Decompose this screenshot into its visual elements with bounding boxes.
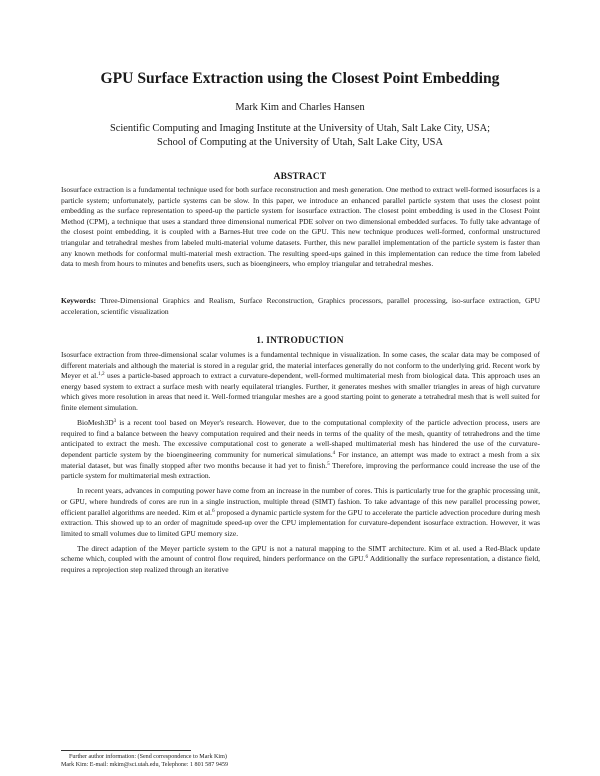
footnotes (61, 753, 540, 770)
citation-sup[interactable]: 1,2 (98, 371, 105, 378)
intro-paragraph-3: In recent years, advances in computing power have come from an increase in the number of cores. This is particularly true for the graphic processing unit, or GPU, where hundreds of cores are run in a single instruction, multiple thread (SIMT) fashion. To take advantage of this new parallel processing power, efficient parallel algorithms are needed. Kim et al.$^6$ proposed a dynamic particle system for the GPU to accelerate the particle advection procedure during mesh extraction. This showed up to an order of magnitude speed-up over the CPU implementation for curvature-dependent isosurface extraction. However, it was limited to small volumes due to limited GPU memory size. (61, 486, 540, 538)
introduction-heading: 1. INTRODUCTION (256, 336, 344, 346)
keywords (61, 296, 540, 317)
keywords-label: Keywords: (61, 296, 96, 305)
author-names: Mark Kim and Charles Hansen (235, 102, 365, 113)
affiliations (40, 122, 560, 149)
citation-sup[interactable]: 6 (365, 554, 369, 561)
footnote-line-1: Further author information: (Send correspondence to Mark Kim) (69, 754, 227, 760)
citation-sup[interactable]: 3 (113, 418, 117, 425)
intro-paragraph-1: Isosurface extraction from three-dimensional scalar volumes is a fundamental technique in visualization. In some cases, the scalar data may be composed of different materials and although the material is stored in a regular grid, the material interfaces generally do not conform to the underlying grid. Recent work by Meyer et al.$^{1,2}$ uses a particle-based approach to extract a curvature-dependent, well-formed multimaterial mesh from biological data. This approach uses an energy based system to extract a surface mesh with nearly equilateral triangles. Further, it generates meshes with smaller triangles in areas of high curvature which gives more resolution in areas that need it. Well-formed triangular meshes are a good starting point to generate a tetrahedral mesh that is well suited for finite element simulation. (61, 350, 540, 412)
affiliation-line-2: School of Computing at the University of Utah, Salt Lake City, USA (157, 136, 443, 148)
intro-paragraph-2: $BioMesh3D^3$ is a recent tool based on Meyer's research. However, due to the computational complexity of the particle advection process, users are required to find a balance between the heavy computation required and their needs in terms of the quality of the mesh, quantity of tetrahedrons and the time anticipated to extract the mesh. The excessive computational cost to generate a well-shaped multimaterial mesh has hindered the use of the curvature-dependent particle system by the bioengineering community for numerical simulations.$^4$ For instance, an attempt was made to extract a mesh from a six material dataset, but was finally stopped after two months because it had yet to finish.$^5$ Therefore, improving the performance could increase the use of the particle system for multimaterial mesh extraction. (61, 418, 540, 481)
footnote-line-2: Mark Kim: E-mail: mkim@sci.utah.edu, Telephone: 1 801 587 9459 (61, 762, 229, 769)
keywords-text: Three-Dimensional Graphics and Realism, Surface Reconstruction, Graphics processors, parallel processing, iso-surface extraction, GPU acceleration, scientific visualization (61, 296, 540, 316)
intro-paragraph-4: The direct adaption of the Meyer particle system to the GPU is not a natural mapping to the SIMT architecture. Kim et al. used a Red-Black update scheme which, coupled with the amount of control flow required, hinders performance on the GPU.$^6$ Additionally the surface representation, a distance field, requires a reprojection step realized through an iterative (61, 543, 540, 575)
footnote-rule (61, 750, 191, 751)
paper-title: GPU Surface Extraction using the Closest Point Embedding (100, 70, 500, 87)
citation-sup[interactable]: 6 (212, 507, 215, 514)
abstract-text: Isosurface extraction is a fundamental technique used for both surface reconstruction and mesh generation. One method to extract well-formed isosurfaces is a particle system; unfortunately, particle systems can be slow. In this paper, we introduce an enhanced parallel particle system that uses the closest point embedding as the surface representation to speed-up the particle system for isosurface extraction. The closest point embedding is used in the Closest Point Method (CPM), a technique that uses a standard three dimensional numerical PDE solver on two dimensional embedded surfaces. To fully take advantage of the closest point embedding, it is coupled with a Barnes-Hut tree code on the GPU. This new technique produces well-formed, conformal unstructured triangular and tetrahedral meshes from labeled multi-material volume datasets. Further, this new parallel implementation of the particle system is faster than any known methods for conformal multi-material mesh extraction. The resulting speed-ups gained in this implementation can reduce the time from labeled data to mesh from hours to minutes and benefits users, such as bioengineers, who employ triangular and tetrahedral meshes. (61, 185, 540, 269)
citation-sup[interactable]: 4 (332, 449, 336, 456)
affiliation-line-1: Scientific Computing and Imaging Institute at the University of Utah, Salt Lake City, USA; (110, 123, 490, 134)
citation-sup[interactable]: 5 (327, 460, 330, 467)
abstract-heading: ABSTRACT (273, 172, 327, 182)
introduction-body (61, 350, 540, 580)
